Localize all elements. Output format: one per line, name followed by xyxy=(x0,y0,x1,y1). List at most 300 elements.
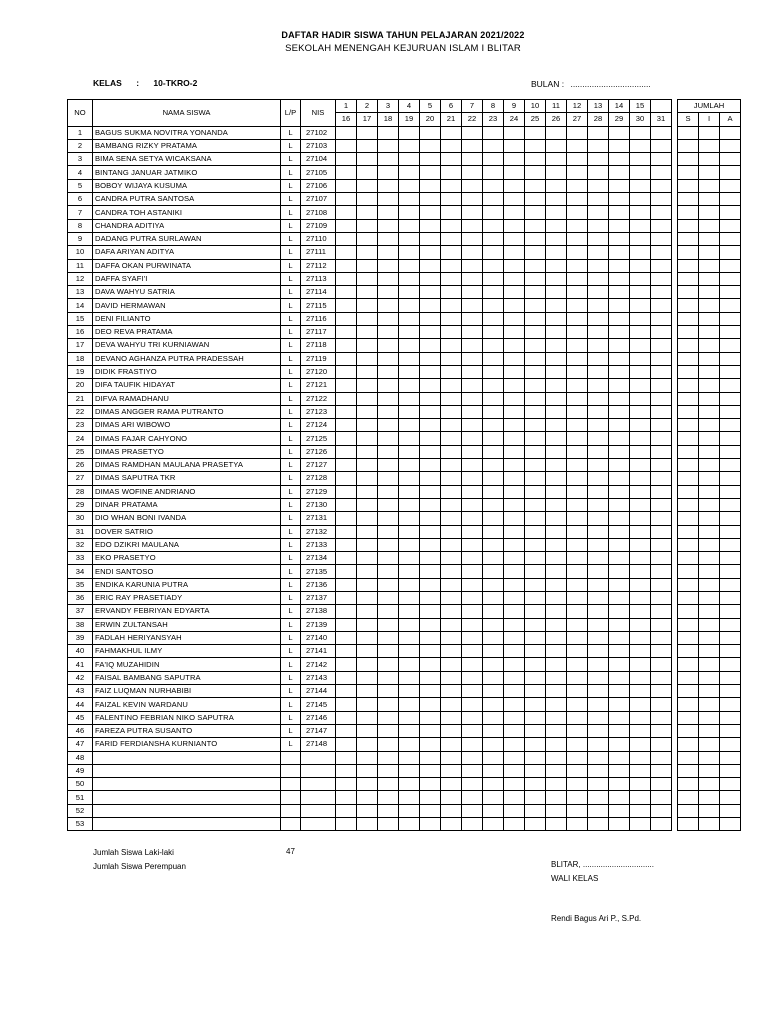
attendance-cell xyxy=(462,365,483,378)
header-row-days-top xyxy=(68,100,741,113)
attendance-cell xyxy=(525,405,546,418)
student-nis: 27104 xyxy=(301,153,336,166)
student-name: DIMAS PRASETYO xyxy=(93,445,281,458)
jumlah-cell xyxy=(720,312,741,325)
attendance-cell xyxy=(336,751,357,764)
jumlah-cell xyxy=(699,685,720,698)
attendance-cell xyxy=(546,179,567,192)
attendance-cell xyxy=(420,272,441,285)
table-row xyxy=(68,166,741,179)
jumlah-cell xyxy=(720,578,741,591)
student-gender: L xyxy=(281,246,301,259)
attendance-cell xyxy=(336,126,357,139)
attendance-cell xyxy=(525,485,546,498)
attendance-cell xyxy=(651,685,672,698)
student-nis: 27128 xyxy=(301,472,336,485)
table-row xyxy=(68,126,741,139)
attendance-cell xyxy=(399,565,420,578)
attendance-cell xyxy=(651,698,672,711)
student-name: DENI FILIANTO xyxy=(93,312,281,325)
attendance-cell xyxy=(630,791,651,804)
attendance-cell xyxy=(378,326,399,339)
jumlah-cell xyxy=(678,232,699,245)
attendance-cell xyxy=(504,432,525,445)
attendance-cell xyxy=(546,552,567,565)
attendance-cell xyxy=(378,645,399,658)
student-no: 50 xyxy=(68,778,93,791)
header-jumlah: JUMLAH xyxy=(678,100,741,113)
student-name: FALENTINO FEBRIAN NIKO SAPUTRA xyxy=(93,711,281,724)
attendance-cell xyxy=(420,778,441,791)
attendance-cell xyxy=(525,352,546,365)
attendance-cell xyxy=(588,126,609,139)
attendance-cell xyxy=(399,791,420,804)
student-name: FARID FERDIANSHA KURNIANTO xyxy=(93,738,281,751)
jumlah-cell xyxy=(720,618,741,631)
attendance-cell xyxy=(567,432,588,445)
jumlah-cell xyxy=(678,565,699,578)
attendance-cell xyxy=(378,591,399,604)
attendance-cell xyxy=(441,153,462,166)
attendance-cell xyxy=(420,538,441,551)
attendance-cell xyxy=(399,618,420,631)
attendance-cell xyxy=(462,153,483,166)
student-no: 43 xyxy=(68,685,93,698)
student-no: 35 xyxy=(68,578,93,591)
jumlah-cell xyxy=(699,818,720,831)
jumlah-cell xyxy=(720,764,741,777)
attendance-cell xyxy=(630,778,651,791)
attendance-cell xyxy=(483,485,504,498)
jumlah-cell xyxy=(699,751,720,764)
attendance-cell xyxy=(651,804,672,817)
jumlah-cell xyxy=(720,246,741,259)
table-row xyxy=(68,751,741,764)
student-nis: 27127 xyxy=(301,459,336,472)
student-no: 53 xyxy=(68,818,93,831)
attendance-cell xyxy=(462,179,483,192)
attendance-cell xyxy=(504,578,525,591)
attendance-cell xyxy=(504,365,525,378)
attendance-cell xyxy=(336,538,357,551)
table-row xyxy=(68,179,741,192)
attendance-cell xyxy=(525,764,546,777)
attendance-cell xyxy=(420,459,441,472)
jumlah-cell xyxy=(699,432,720,445)
jumlah-cell xyxy=(699,791,720,804)
jumlah-cell xyxy=(699,286,720,299)
attendance-cell xyxy=(546,578,567,591)
attendance-cell xyxy=(483,365,504,378)
attendance-cell xyxy=(546,153,567,166)
student-gender: L xyxy=(281,552,301,565)
student-no: 4 xyxy=(68,166,93,179)
attendance-cell xyxy=(483,126,504,139)
attendance-cell xyxy=(651,631,672,644)
jumlah-cell xyxy=(720,485,741,498)
attendance-cell xyxy=(525,525,546,538)
attendance-cell xyxy=(483,246,504,259)
student-gender: L xyxy=(281,738,301,751)
attendance-cell xyxy=(567,445,588,458)
student-name xyxy=(93,791,281,804)
student-gender: L xyxy=(281,365,301,378)
student-no: 12 xyxy=(68,272,93,285)
attendance-cell xyxy=(546,405,567,418)
attendance-cell xyxy=(378,791,399,804)
jumlah-cell xyxy=(678,246,699,259)
attendance-cell xyxy=(525,139,546,152)
attendance-cell xyxy=(630,685,651,698)
jumlah-cell xyxy=(678,272,699,285)
attendance-cell xyxy=(651,206,672,219)
attendance-cell xyxy=(609,671,630,684)
attendance-cell xyxy=(588,445,609,458)
attendance-cell xyxy=(357,658,378,671)
jumlah-cell xyxy=(699,193,720,206)
attendance-cell xyxy=(567,312,588,325)
attendance-cell xyxy=(462,392,483,405)
attendance-cell xyxy=(357,432,378,445)
student-no: 46 xyxy=(68,724,93,737)
table-row xyxy=(68,419,741,432)
attendance-cell xyxy=(525,459,546,472)
attendance-cell xyxy=(483,791,504,804)
table-row xyxy=(68,485,741,498)
student-name: DIMAS SAPUTRA TKR xyxy=(93,472,281,485)
student-name: FAIZ LUQMAN NURHABIBI xyxy=(93,685,281,698)
attendance-cell xyxy=(462,791,483,804)
attendance-cell xyxy=(525,206,546,219)
attendance-cell xyxy=(525,432,546,445)
attendance-cell xyxy=(420,432,441,445)
attendance-cell xyxy=(462,219,483,232)
student-nis: 27132 xyxy=(301,525,336,538)
student-nis: 27133 xyxy=(301,538,336,551)
student-name: ENDI SANTOSO xyxy=(93,565,281,578)
attendance-cell xyxy=(651,764,672,777)
attendance-cell xyxy=(441,219,462,232)
student-nis xyxy=(301,751,336,764)
attendance-cell xyxy=(651,166,672,179)
attendance-cell xyxy=(504,232,525,245)
attendance-cell xyxy=(588,591,609,604)
jumlah-cell xyxy=(678,818,699,831)
attendance-cell xyxy=(546,419,567,432)
student-gender: L xyxy=(281,631,301,644)
attendance-cell xyxy=(378,232,399,245)
jumlah-cell xyxy=(720,432,741,445)
student-gender: L xyxy=(281,312,301,325)
attendance-cell xyxy=(504,538,525,551)
student-no: 21 xyxy=(68,392,93,405)
attendance-cell xyxy=(651,326,672,339)
header-no: NO xyxy=(68,100,93,127)
day-header: 1 xyxy=(336,100,357,113)
attendance-cell xyxy=(651,312,672,325)
attendance-cell xyxy=(378,365,399,378)
attendance-cell xyxy=(525,791,546,804)
attendance-cell xyxy=(567,538,588,551)
attendance-cell xyxy=(399,552,420,565)
table-row xyxy=(68,591,741,604)
attendance-cell xyxy=(504,126,525,139)
jumlah-cell xyxy=(720,153,741,166)
jumlah-cell xyxy=(720,286,741,299)
jumlah-cell xyxy=(720,206,741,219)
student-no: 13 xyxy=(68,286,93,299)
student-gender: L xyxy=(281,445,301,458)
attendance-cell xyxy=(588,352,609,365)
jumlah-cell xyxy=(699,206,720,219)
jumlah-cell xyxy=(720,326,741,339)
attendance-cell xyxy=(504,605,525,618)
attendance-cell xyxy=(399,139,420,152)
bulan-value: .................................. xyxy=(570,79,651,89)
student-no: 29 xyxy=(68,498,93,511)
attendance-cell xyxy=(588,525,609,538)
jumlah-cell xyxy=(699,126,720,139)
attendance-cell xyxy=(546,339,567,352)
attendance-cell xyxy=(609,365,630,378)
attendance-cell xyxy=(357,365,378,378)
attendance-cell xyxy=(462,818,483,831)
attendance-cell xyxy=(462,751,483,764)
table-row xyxy=(68,764,741,777)
jumlah-cell xyxy=(720,193,741,206)
student-name: BIMA SENA SETYA WICAKSANA xyxy=(93,153,281,166)
attendance-cell xyxy=(483,139,504,152)
attendance-cell xyxy=(630,365,651,378)
attendance-cell xyxy=(441,339,462,352)
attendance-cell xyxy=(588,153,609,166)
attendance-cell xyxy=(336,711,357,724)
attendance-cell xyxy=(525,671,546,684)
jumlah-cell xyxy=(699,764,720,777)
jumlah-cell xyxy=(678,552,699,565)
jumlah-cell xyxy=(699,326,720,339)
attendance-cell xyxy=(609,711,630,724)
attendance-cell xyxy=(336,512,357,525)
attendance-cell xyxy=(567,552,588,565)
attendance-cell xyxy=(483,432,504,445)
attendance-cell xyxy=(567,246,588,259)
attendance-cell xyxy=(462,498,483,511)
student-no: 23 xyxy=(68,419,93,432)
student-gender: L xyxy=(281,498,301,511)
attendance-cell xyxy=(609,352,630,365)
attendance-cell xyxy=(567,272,588,285)
attendance-cell xyxy=(399,472,420,485)
attendance-cell xyxy=(378,658,399,671)
attendance-cell xyxy=(462,379,483,392)
student-nis: 27135 xyxy=(301,565,336,578)
attendance-cell xyxy=(651,645,672,658)
day-header: 13 xyxy=(588,100,609,113)
attendance-cell xyxy=(546,631,567,644)
attendance-cell xyxy=(357,552,378,565)
attendance-cell xyxy=(630,139,651,152)
student-name: DADANG PUTRA SURLAWAN xyxy=(93,232,281,245)
attendance-cell xyxy=(651,565,672,578)
attendance-cell xyxy=(378,538,399,551)
attendance-cell xyxy=(525,724,546,737)
student-no: 47 xyxy=(68,738,93,751)
attendance-cell xyxy=(441,498,462,511)
attendance-cell xyxy=(504,272,525,285)
attendance-cell xyxy=(420,339,441,352)
attendance-cell xyxy=(357,445,378,458)
attendance-cell xyxy=(483,379,504,392)
attendance-cell xyxy=(504,618,525,631)
student-gender: L xyxy=(281,259,301,272)
attendance-cell xyxy=(588,778,609,791)
jumlah-cell xyxy=(678,392,699,405)
student-name: DEVA WAHYU TRI KURNIAWAN xyxy=(93,339,281,352)
attendance-cell xyxy=(462,472,483,485)
attendance-cell xyxy=(483,525,504,538)
jumlah-cell xyxy=(720,605,741,618)
student-name: DIO WHAN BONI IVANDA xyxy=(93,512,281,525)
attendance-cell xyxy=(588,512,609,525)
table-row xyxy=(68,538,741,551)
student-gender: L xyxy=(281,419,301,432)
attendance-cell xyxy=(588,738,609,751)
jumlah-cell xyxy=(699,578,720,591)
attendance-cell xyxy=(567,419,588,432)
attendance-cell xyxy=(441,405,462,418)
attendance-cell xyxy=(483,272,504,285)
attendance-cell xyxy=(483,565,504,578)
student-no: 42 xyxy=(68,671,93,684)
attendance-cell xyxy=(630,485,651,498)
attendance-cell xyxy=(441,605,462,618)
attendance-cell xyxy=(420,286,441,299)
day-header: 5 xyxy=(420,100,441,113)
attendance-cell xyxy=(609,153,630,166)
attendance-cell xyxy=(378,206,399,219)
attendance-cell xyxy=(588,419,609,432)
attendance-cell xyxy=(609,206,630,219)
table-row xyxy=(68,472,741,485)
student-no: 27 xyxy=(68,472,93,485)
jumlah-cell xyxy=(699,365,720,378)
attendance-cell xyxy=(462,631,483,644)
student-gender: L xyxy=(281,352,301,365)
attendance-cell xyxy=(630,631,651,644)
jumlah-cell xyxy=(678,459,699,472)
jumlah-cell xyxy=(699,392,720,405)
attendance-cell xyxy=(336,326,357,339)
attendance-cell xyxy=(441,299,462,312)
attendance-cell xyxy=(504,764,525,777)
kelas-label: KELAS xyxy=(93,78,122,88)
attendance-cell xyxy=(525,232,546,245)
jumlah-cell xyxy=(720,139,741,152)
attendance-cell xyxy=(462,445,483,458)
attendance-cell xyxy=(651,246,672,259)
attendance-cell xyxy=(441,685,462,698)
attendance-cell xyxy=(336,818,357,831)
student-nis: 27125 xyxy=(301,432,336,445)
attendance-cell xyxy=(525,246,546,259)
attendance-cell xyxy=(336,259,357,272)
attendance-cell xyxy=(546,711,567,724)
attendance-cell xyxy=(525,472,546,485)
bulan-label: BULAN : xyxy=(531,79,565,89)
attendance-cell xyxy=(483,671,504,684)
jumlah-cell xyxy=(720,738,741,751)
attendance-cell xyxy=(546,804,567,817)
attendance-cell xyxy=(357,645,378,658)
attendance-cell xyxy=(546,379,567,392)
attendance-cell xyxy=(588,618,609,631)
attendance-cell xyxy=(462,126,483,139)
attendance-cell xyxy=(651,724,672,737)
table-row xyxy=(68,459,741,472)
attendance-cell xyxy=(546,485,567,498)
table-row xyxy=(68,339,741,352)
attendance-cell xyxy=(609,578,630,591)
attendance-cell xyxy=(399,804,420,817)
day-header: 12 xyxy=(567,100,588,113)
table-row xyxy=(68,778,741,791)
jumlah-cell xyxy=(699,379,720,392)
day-header: 4 xyxy=(399,100,420,113)
attendance-cell xyxy=(546,459,567,472)
attendance-cell xyxy=(609,459,630,472)
attendance-cell xyxy=(504,525,525,538)
attendance-cell xyxy=(546,299,567,312)
attendance-cell xyxy=(357,126,378,139)
attendance-cell xyxy=(651,605,672,618)
attendance-cell xyxy=(399,379,420,392)
attendance-cell xyxy=(630,578,651,591)
student-nis: 27122 xyxy=(301,392,336,405)
table-row xyxy=(68,698,741,711)
student-no: 28 xyxy=(68,485,93,498)
attendance-cell xyxy=(420,259,441,272)
attendance-cell xyxy=(336,445,357,458)
jumlah-cell xyxy=(678,339,699,352)
student-no: 41 xyxy=(68,658,93,671)
attendance-cell xyxy=(420,392,441,405)
attendance-cell xyxy=(441,818,462,831)
attendance-cell xyxy=(399,538,420,551)
jumlah-cell xyxy=(720,379,741,392)
student-gender: L xyxy=(281,618,301,631)
day-header: 2 xyxy=(357,100,378,113)
jumlah-cell xyxy=(678,618,699,631)
attendance-cell xyxy=(336,206,357,219)
student-nis: 27134 xyxy=(301,552,336,565)
student-gender: L xyxy=(281,525,301,538)
attendance-cell xyxy=(420,365,441,378)
student-no: 6 xyxy=(68,193,93,206)
student-gender: L xyxy=(281,286,301,299)
attendance-cell xyxy=(546,365,567,378)
attendance-cell xyxy=(336,166,357,179)
attendance-cell xyxy=(651,459,672,472)
attendance-cell xyxy=(504,392,525,405)
attendance-cell xyxy=(546,232,567,245)
attendance-cell xyxy=(420,525,441,538)
attendance-cell xyxy=(630,751,651,764)
attendance-cell xyxy=(588,605,609,618)
student-name: FAREZA PUTRA SUSANTO xyxy=(93,724,281,737)
attendance-cell xyxy=(441,472,462,485)
attendance-cell xyxy=(462,685,483,698)
